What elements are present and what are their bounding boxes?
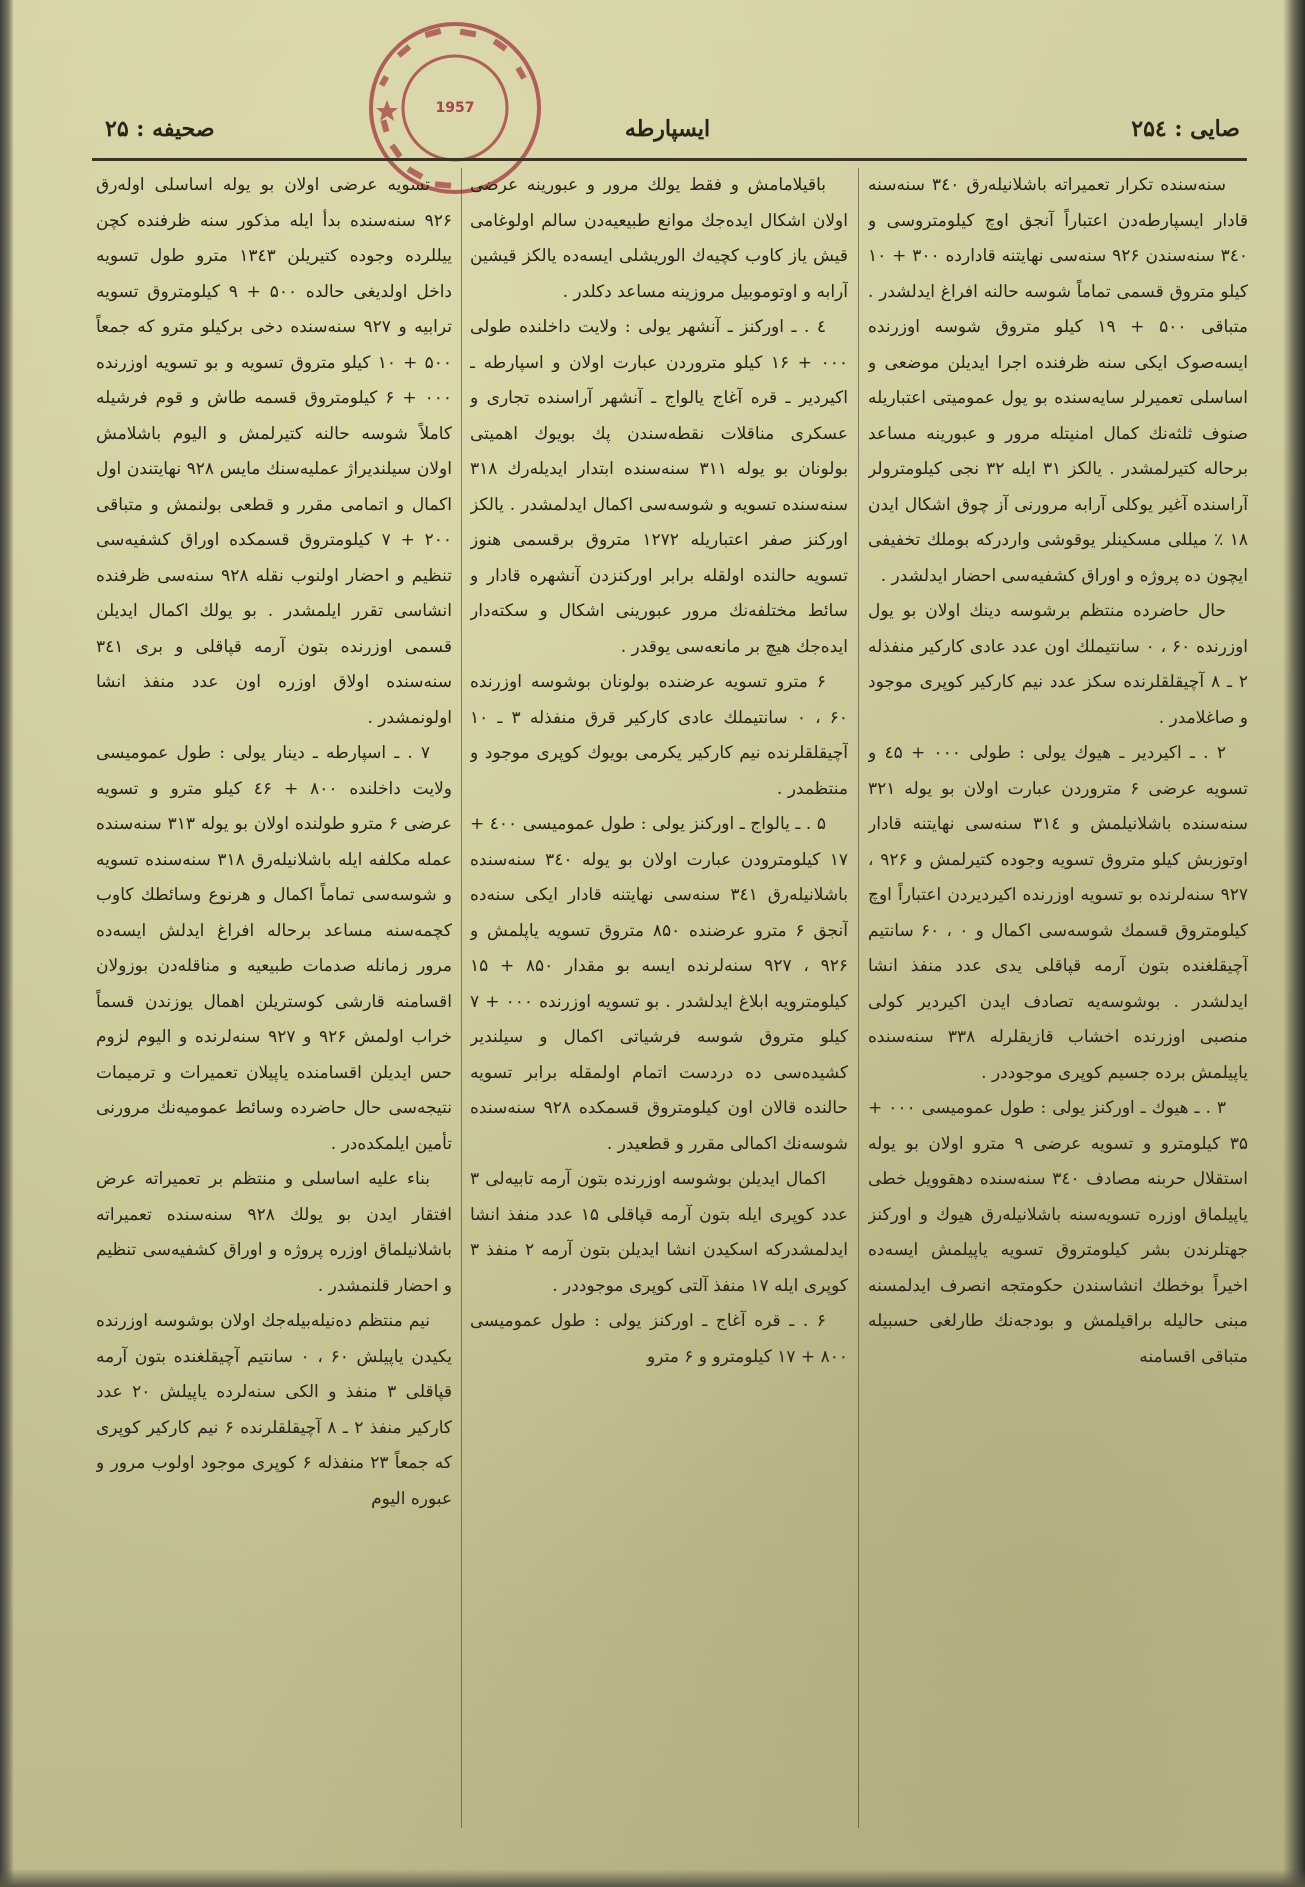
paragraph: تسویه عرضی اولان بو یوله اساسلی اوله‌رق ۹۲۶ سنه‌سنده بدأ ایله مذکور سنه ظرفنده کچن ییللرده وجوده کتیریلن ۱۳٤۳ مترو طول تسویه داخل اولدیغی حالده ۵٠٠ + ۹ کیلومتروق تسویه ترابیه و ۹۲۷ سنه‌سنده دخی برکیلو مترو که جمعاً ۵٠٠ + ۱٠ کیلو متروق تسویه و بو تسویه اوزرنده ٠٠٠ + ۶ کیلومتروق قسمه طاش و قوم فرشیله کاملاً شوسه حالنه کتیرلمش و الیوم باشلامش اولان سیلندیراژ عملیه‌سنك مایس ۹۲۸ نهایتندن اول اکمال و اتمامی مقرر و قطعی بولنمش و متباقی ۲٠٠ + ۷ کیلومتروق قسمکده اوراق کشفیه‌سی تنظیم و احضار اولنوب نقله ۹۲۸ سنه‌سی ظرفنده انشاسی تقرر ایلمشدر . بو یولك اکمال ایدیلن قسمی اوزرنده بتون آرمه قپاقلی و بری ۳٤۱ سنه‌سنده اولاق اوزره اون عدد منفذ انشا اولونمشدر . bbox=[96, 175, 452, 728]
stamp-year: 1957 bbox=[435, 100, 475, 116]
paragraph: ۶ مترو تسویه عرضنده بولونان بوشوسه اوزرنده ۶٠ ، ٠ سانتیملك عادی کارکیر قرق منفذله ۳ ـ ۱٠ آچیقلقلرنده نیم کارکیر یکرمی بویوك کوپری موجود و منتظمدر . bbox=[470, 672, 848, 799]
text-column-right bbox=[868, 168, 1248, 1848]
column-divider bbox=[461, 168, 462, 1828]
scan-edge-left bbox=[0, 0, 14, 1887]
paragraph: ٤ . ـ اورکنز ـ آنشهر یولی : ولایت داخلنده طولی ٠٠٠ + ۱۶ کیلو متروردن عبارت اولان و اسپارطه ـ اکیردیر ـ قره آغاج یالواج ـ آنشهر آراسنده تجاری و عسکری مناقلات نقطه‌سندن پك بویوك اهمیتی بولونان بو یوله ۳۱۱ سنه‌سنده ابتدار ایدیله‌رك ۳۱۸ سنه‌سنده تسویه و شوسه‌سی اکمال ایدلمشدر . یالکز اورکنز صفر اعتباریله ۱۲۷۲ متروق برقسمی هنوز تسویه حالنده اولقله برابر اورکنزدن آنشهره قادار و سائط مختلفه‌نك مرور عبورینی اشکال و سکته‌دار ایده‌جك هیچ بر مانعه‌سی یوقدر . bbox=[470, 317, 848, 657]
paragraph: ۷ . ـ اسپارطه ـ دینار یولی : طول عمومیسی ولایت داخلنده ۸٠٠ + ٤۶ کیلو مترو و تسویه عرضی ۶ مترو طولنده اولان بو یوله ۳۱۳ سنه‌سنده عمله مکلفه ایله باشلانیله‌رق ۳۱۸ سنه‌سنده تسویه و شوسه‌سی تماماً اکمال و هرنوع وسائطك کاوب کچمه‌سنه مساعد برحاله افراغ ایدلش ایسه‌ده مرور زمانله صدمات طبیعیه و مناقله‌دن بوزولان اقسامنه قارشی کوستریلن اهمال یوزندن قسماً خراب اولمش ۹۲۶ و ۹۲۷ سنه‌لرنده و الیوم لزوم حس ایدیلن اقسامنده یاپیلان تعمیرات و ترمیمات نتیجه‌سی حال حاضرده وسائط عمومیه‌نك مرورنی تأمین ایلمکده‌در . bbox=[96, 743, 452, 1154]
paragraph: حال حاضرده منتظم برشوسه دینك اولان بو یول اوزرنده ۶٠ ، ٠ سانتیملك اون عدد عادی کارکیر منفذله ۲ ـ ۸ آچیقلقلرنده سکز عدد نیم کارکیر کوپری موجود و صاغلامدر . bbox=[868, 601, 1248, 728]
paragraph: بناء علیه اساسلی و منتظم بر تعمیراته عرض افتقار ایدن بو یولك ۹۲۸ سنه‌سنده تعمیراته باشلانیلماق اوزره پروژه و اوراق کشفیه‌سی تنظیم و احضار قلنمشدر . bbox=[96, 1169, 452, 1296]
page-header bbox=[95, 112, 1240, 154]
header-issue-number: صایی : ۲۵٤ bbox=[1131, 116, 1240, 142]
scan-edge-bottom bbox=[0, 1869, 1305, 1887]
paragraph: ۶ . ـ قره آغاج ـ اورکنز یولی : طول عمومیسی ۸٠٠ + ۱۷ کیلومترو و ۶ مترو bbox=[470, 1311, 848, 1367]
scan-edge-right bbox=[1283, 0, 1305, 1887]
paragraph: ۳ . ـ هیوك ـ اورکنز یولی : طول عمومیسی ٠٠٠ + ۳۵ کیلومترو و تسویه عرضی ۹ مترو اولان بو یوله استقلال حربنه مصادف ۳٤٠ سنه‌سنده دهقوویل خطی یاپیلماق اوزره تسویه‌سنه باشلانیله‌رق هیوك و اورکنز جهتلرندن بشر کیلومتروق تسویه یاپیلمش ایسه‌ده اخیراً بوخطك انشاسندن حکومتجه انصرف ایدلمسنه مبنی حالیله براقیلمش و بودجه‌نك طارلغی حسبیله متباقی اقسامنه bbox=[868, 1098, 1248, 1367]
text-column-left bbox=[96, 168, 452, 1848]
column-divider bbox=[858, 168, 859, 1828]
paragraph: نیم منتظم ده‌نیله‌بیله‌جك اولان بوشوسه اوزرنده یکیدن یاپیلش ۶٠ ، ٠ سانتیم آچیقلغنده بتون آرمه قپاقلی ۳ منفذ و الکی سنه‌لرده یاپیلش ۲٠ عدد کارکیر منفذ ۲ ـ ۸ آچیقلقلرنده ۶ نیم کارکیر کوپری که جمعاً ۲۳ منفذله ۶ کوپری موجود اولوب مرور و عبوره الیوم bbox=[96, 1311, 452, 1509]
paragraph: سنه‌سنده تکرار تعمیراته باشلانیله‌رق ۳٤٠ سنه‌سنه قادار ایسپارطه‌دن اعتباراً آنجق اوچ کیلومترو‌سی و ۳٤٠ سنه‌سندن ۹۲۶ سنه‌سی نهایتنه قادارده ۳٠٠ + ۱٠ کیلو متروق قسمی تماماً شوسه حالنه افراغ ایدلشدر . متباقی ۵٠٠ + ۱۹ کیلو متروق شوسه اوزرنده ایسه‌صوک ایکی سنه ظرفنده اجرا ایدیلن موضعی و اساسلی تعمیرلر سایه‌سنده بو یول عمومیتی اعتباریله صنوف ثلثه‌نك کمال امنیتله مرور و عبورینه مساعد برحاله کتیرلمشدر . یالکز ۳۱ ایله ۳۲ نجی کیلومترولر آراسنده آغیر یوکلی آرابه مرورنی آز چوق اشکال ایدن ۱۸ ٪ میللی مسکینلر یوقوشی واردرکه بوملك تخفیفی ایچون ده پروژه و اوراق کشفیه‌سی احضار ایدلشدر . bbox=[868, 175, 1248, 586]
paragraph: ۲ . ـ اکیردیر ـ هیوك یولی : طولی ٠٠٠ + ٤۵ و تسویه عرضی ۶ متروردن عبارت اولان بو یوله ۳۲۱ سنه‌سنده باشلانیلمش و ۳۱٤ سنه‌سی نهایتنه قادار اوتوزبش کیلو متروق تسویه وجوده کتیرلمش و ۹۲۶ ، ۹۲۷ سنه‌لرنده بو تسویه اوزرنده اکیردیردن اعتباراً اوچ کیلومتروق قسمك شوسه‌سی اکمال و ٠ ، ۶٠ سانتیم آچیقلغنده بتون آرمه قپاقلی یدی عدد منفذ انشا ایدلشدر . بوشوسه‌یه تصادف ایدن اکیردیر کولی منصبی اوزرنده اخشاب قازیقلرله ۳۳۸ سنه‌سنده یاپیلمش برده جسیم کوپری موجوددر . bbox=[868, 743, 1248, 1083]
paragraph: ۵ . ـ یالواج ـ اورکنز یولی : طول عمومیسی ٤٠٠ + ۱۷ کیلومترودن عبارت اولان بو یوله ۳٤٠ سنه‌سنده باشلانیله‌رق ۳٤۱ سنه‌سی نهایتنه قادار ایکی سنه‌ده آنجق ۶ مترو عرضنده ۸۵٠ متروق تسویه یاپلمش و ۹۲۶ ، ۹۲۷ سنه‌لرنده ایسه بو مقدار ۸۵٠ + ۱۵ کیلومترویه ابلاغ ایدلشدر . بو تسویه اوزرنده ٠٠٠ + ۷ کیلو متروق شوسه فرشیاتی اکمال و سیلندیر کشیده‌سی ده دردست اتمام اولمقله برابر تسویه حالنده قالان اون کیلومتروق قسمکده ۹۲۸ سنه‌سنده شوسه‌نك اکمالی مقرر و قطعیدر . bbox=[470, 814, 848, 1154]
header-page-number: صحیفه : ۲۵ bbox=[105, 116, 215, 142]
header-rule bbox=[92, 158, 1247, 161]
header-title: ایسپارطه bbox=[624, 116, 711, 142]
paragraph: باقیلامامش و فقط یولك مرور و عبورینه عرضی اولان اشکال ایده‌جك موانع طبیعیه‌دن سالم اولوغامی قیش یاز کاوب کچیه‌ك الوریشلی ایسه‌ده یالکز قیشین آرابه و اوتوموبیل مروزینه مساعد دکلدر . bbox=[470, 175, 848, 302]
paragraph: اکمال ایدیلن بوشوسه اوزرنده بتون آرمه تابیه‌لی ۳ عدد کوپری ایله بتون آرمه قپاقلی ۱۵ عدد منفذ انشا ایدلمشدرکه اسکیدن انشا ایدیلن بتون آرمه ۲ منفذ ۳ کوپری ایله ۱۷ منفذ آلتی کوپری موجوددر . bbox=[470, 1169, 848, 1296]
text-column-middle bbox=[470, 168, 848, 1848]
